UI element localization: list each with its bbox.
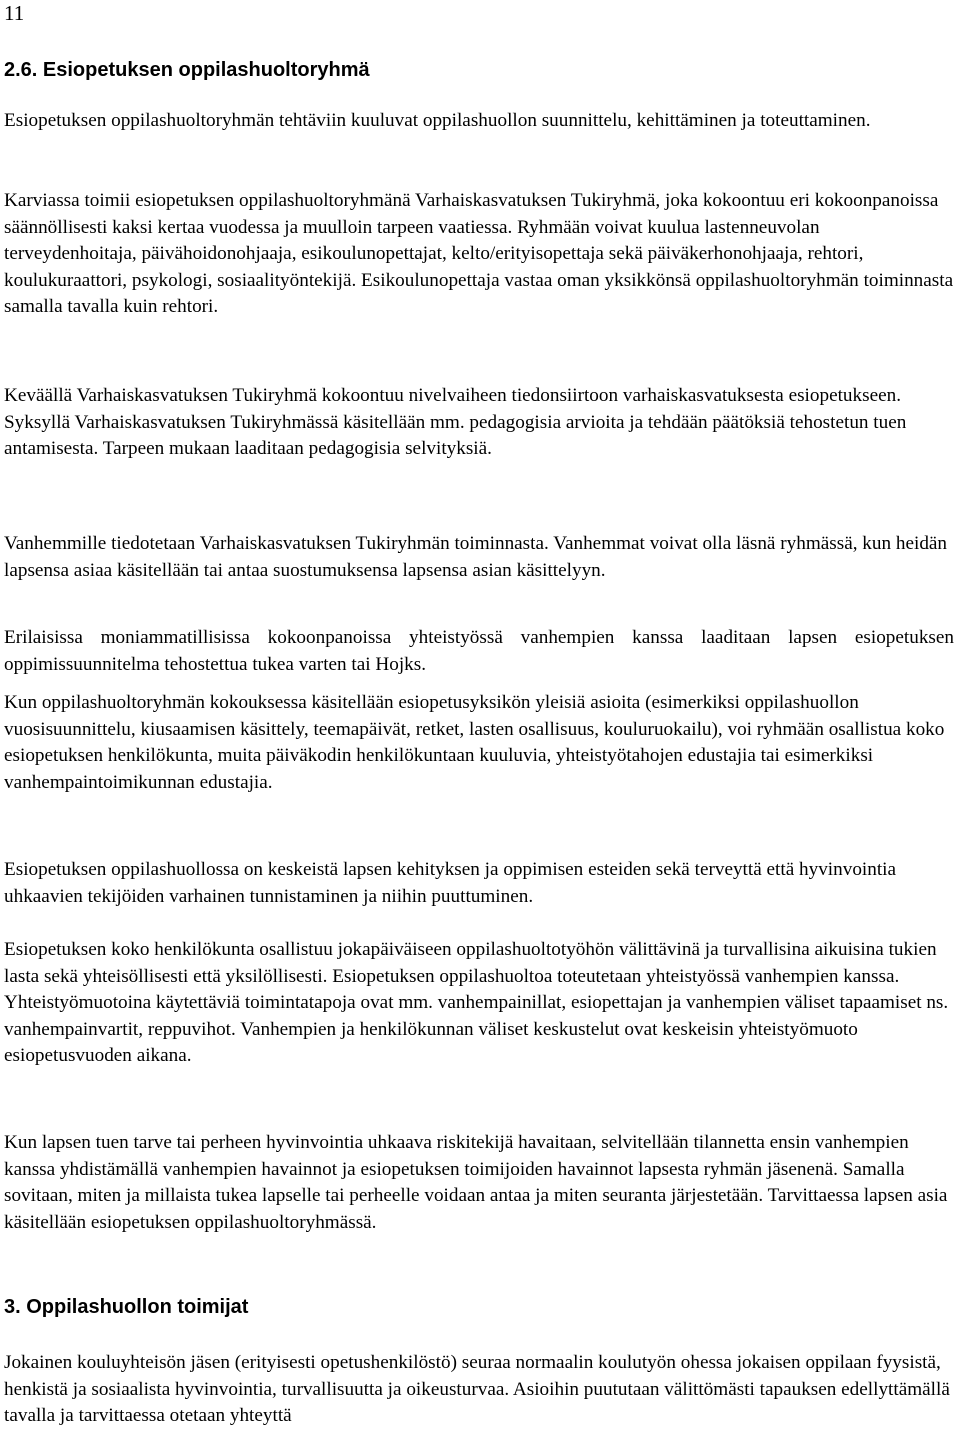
page-number: 11 [4, 1, 25, 25]
section-heading-3: 3. Oppilashuollon toimijat [4, 1296, 249, 1318]
paragraph-multiprofessional: Erilaisissa moniammatillisissa kokoonpanoissa yhteistyössä vanhempien kanssa laaditaan lapsen esiopetuksen oppimissuunnitelma tehostettua tukea varten tai Hojks. [4, 627, 954, 675]
paragraph-spring-autumn: Keväällä Varhaiskasvatuksen Tukiryhmä kokoontuu nivelvaiheen tiedonsiirtoon varhaiskasvatuksesta esiopetukseen. Syksyllä Varhaiskasvatuksen Tukiryhmässä käsitellään mm. pedagogisia arvioita ja tehdään päätöksiä tehostetun tuen antamisesta. Tarpeen mukaan laaditaan pedagogisia selvityksiä. [4, 385, 907, 460]
paragraph-general-matters: Kun oppilashuoltoryhmän kokouksessa käsitellään esiopetusyksikön yleisiä asioita (esimerkiksi oppilashuollon vuosisuunnittelu, kiusaamisen käsittely, teemapäivät, retket, lasten osallisuus, kouluruokailu), voi ryhmään osallistua koko esiopetuksen henkilökunta, muita päiväkodin henkilökuntaan kuuluvia, yhteistyötahojen edustajia tai esimerkiksi vanhempaintoimikunnan edustajia. [4, 692, 945, 793]
paragraph-early-identification: Esiopetuksen oppilashuollossa on keskeistä lapsen kehityksen ja oppimisen esteiden sekä terveyttä että hyvinvointia uhkaavien tekijöiden varhainen tunnistaminen ja niihin puuttuminen. [4, 859, 897, 907]
section-heading-2-6: 2.6. Esiopetuksen oppilashuoltoryhmä [4, 59, 370, 81]
paragraph-whole-staff: Esiopetuksen koko henkilökunta osallistuu jokapäiväiseen oppilashuoltotyöhön välittävinä ja turvallisina aikuisina tukien lasta sekä yhteisöllisesti että yksilöllisesti. Esiopetuksen oppilashuoltoa toteutetaan yhteistyössä vanhempien kanssa. Yhteistyömuotoina käytettäviä toimintatapoja ovat mm. vanhempainillat, esiopettajan ja vanhempien väliset tapaamiset ns. vanhempainvartit, reppuvihot. Vanhempien ja henkilökunnan väliset keskustelut ovat keskeisin yhteistyömuoto esiopetusvuoden aikana. [4, 939, 949, 1067]
paragraph-support-need: Kun lapsen tuen tarve tai perheen hyvinvointia uhkaava riskitekijä havaitaan, selvitellään tilannetta ensin vanhempien kanssa yhdistämällä vanhempien havainnot ja esiopetuksen toimijoiden havainnot lapsesta ryhmän jäsenenä. Samalla sovitaan, miten ja millaista tukea lapselle tai perheelle voidaan antaa ja miten seuranta järjestetään. Tarvittaessa lapsen asia käsitellään esiopetuksen oppilashuoltoryhmässä. [4, 1132, 948, 1233]
paragraph-parents-informed: Vanhemmille tiedotetaan Varhaiskasvatuksen Tukiryhmän toiminnasta. Vanhemmat voivat olla läsnä ryhmässä, kun heidän lapsensa asiaa käsitellään tai antaa suostumuksensa lapsensa asian käsittelyyn. [4, 533, 948, 581]
paragraph-karvia-group: Karviassa toimii esiopetuksen oppilashuoltoryhmänä Varhaiskasvatuksen Tukiryhmä, joka kokoontuu eri kokoonpanoissa säännöllisesti kaksi kertaa vuodessa ja muulloin tarpeen vaatiessa. Ryhmään voivat kuulua lastenneuvolan terveydenhoitaja, päivähoidonohjaaja, esikoulunopettajat, kelto/erityisopettaja sekä päiväkerhonohjaaja, rehtori, koulukuraattori, psykologi, sosiaalityöntekijä. Esikoulunopettaja vastaa oman yksikkönsä oppilashuoltoryhmän toiminnasta samalla tavalla kuin rehtori. [4, 190, 954, 318]
paragraph-tasks: Esiopetuksen oppilashuoltoryhmän tehtäviin kuuluvat oppilashuollon suunnittelu, kehittäminen ja toteuttaminen. [4, 110, 871, 131]
paragraph-community-members: Jokainen kouluyhteisön jäsen (erityisesti opetushenkilöstö) seuraa normaalin koulutyön ohessa jokaisen oppilaan fyysistä, henkistä ja sosiaalista hyvinvointia, turvallisuutta ja oikeusturvaa. Asioihin puututaan välittömästi tapauksen edellyttämällä tavalla ja tarvittaessa otetaan yhteyttä [4, 1352, 950, 1427]
